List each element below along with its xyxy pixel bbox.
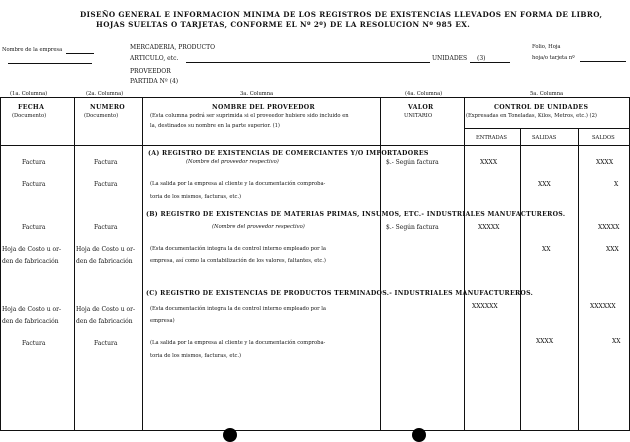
- section-b-sub: (Nombre del proveedor respectivo): [212, 224, 305, 230]
- a-r1-numero: Factura: [94, 159, 118, 166]
- articulo-label: ARTICULO, etc.: [130, 55, 179, 62]
- a-r2-fecha: Factura: [22, 181, 46, 188]
- col-line-5: [520, 128, 521, 430]
- c-r1-fecha-1: Hoja de Costo u or-: [2, 306, 61, 313]
- a-r2-text-1: (La salida por la empresa al cliente y la documentación comproba-: [150, 181, 326, 187]
- units-subheader-border: [464, 128, 630, 129]
- b-r1-entradas: XXXXX: [478, 224, 500, 231]
- a-r1-valor: $.- Según factura: [386, 159, 439, 166]
- unidades-label: UNIDADES: [432, 55, 468, 62]
- c-r1-numero-1: Hoja de Costo u or-: [76, 306, 135, 313]
- c-r1-fecha-2: den de fabricación: [2, 318, 59, 325]
- col-line-3: [380, 97, 381, 430]
- col3-tag: 3a. Columna: [240, 91, 274, 97]
- empresa-line-2: [8, 63, 92, 64]
- c-r1-text-1: (Esta documentación integra la de control interno empleado por la: [150, 306, 326, 312]
- section-a-sub: (Nombre del proveedor respectivo): [186, 159, 279, 165]
- c-r1-saldos: XXXXXX: [590, 303, 616, 310]
- b-r2-fecha-2: den de fabricación: [2, 258, 59, 265]
- c-r1-text-2: empresa): [150, 318, 175, 324]
- title-line-2: HOJAS SUELTAS O TARJETAS, CONFORME EL Nº 2º) DE LA RESOLUCION Nº 985 EX.: [96, 20, 471, 29]
- col3-head: NOMBRE DEL PROVEEDOR: [212, 104, 315, 111]
- col1-tag: (1a. Columna): [10, 91, 48, 97]
- mercaderia-label: MERCADERIA, PRODUCTO: [130, 44, 216, 51]
- b-r2-text-2: empresa, así como la contabilización de los valores, faltantes, etc.): [150, 258, 326, 264]
- a-r2-salidas: XXX: [538, 181, 551, 188]
- a-r2-text-2: toria de los mismos, facturas, etc.): [150, 194, 242, 200]
- col4-head: VALOR: [408, 104, 434, 111]
- empresa-label: Nombre de la empresa: [2, 47, 63, 53]
- entradas-head: ENTRADAS: [476, 135, 507, 141]
- table-bottom-border: [0, 430, 630, 431]
- col-line-2: [142, 97, 143, 430]
- col5-sub: (Expresadas en Toneladas, Kilos, Metros, etc.) (2): [466, 113, 597, 119]
- col5-head: CONTROL DE UNIDADES: [494, 104, 589, 111]
- proveedor-label: PROVEEDOR: [130, 68, 171, 75]
- c-r2-fecha: Factura: [22, 340, 46, 347]
- col2-sub: (Documento): [84, 113, 119, 119]
- a-r2-numero: Factura: [94, 181, 118, 188]
- tarjeta-label: hoja/o tarjeta nº: [532, 55, 575, 61]
- empresa-line: [66, 53, 94, 54]
- table-header-border: [0, 145, 630, 146]
- a-r1-fecha: Factura: [22, 159, 46, 166]
- c-r2-text-2: toria de los mismos, facturas, etc.): [150, 353, 242, 359]
- col3-sub-1: (Esta columna podrá ser suprimida si el proveedor hubiere sido incluido en: [150, 113, 349, 119]
- col-line-0: [0, 97, 1, 430]
- table-top-border: [0, 97, 630, 98]
- c-r2-numero: Factura: [94, 340, 118, 347]
- c-r1-numero-2: den de fabricación: [76, 318, 133, 325]
- col4-tag: (4a. Columna): [405, 91, 443, 97]
- b-r2-salidas: XX: [542, 246, 551, 253]
- col3-sub-2: la, destinados su nombre en la parte superior. (1): [150, 123, 280, 129]
- salidas-head: SALIDAS: [532, 135, 557, 141]
- a-r2-saldos: X: [614, 181, 619, 188]
- col-line-6: [578, 128, 579, 430]
- section-a-heading: (A) REGISTRO DE EXISTENCIAS DE COMERCIANTES Y/O IMPORTADORES: [148, 150, 429, 157]
- c-r1-entradas: XXXXXX: [472, 303, 498, 310]
- unidades-line: [470, 62, 510, 63]
- c-r2-saldos: XX: [612, 338, 621, 345]
- folio-label: Folio, Hoja: [532, 44, 561, 50]
- saldos-head: SALDOS: [592, 135, 615, 141]
- col-line-4: [464, 97, 465, 430]
- col5-tag: 5a. Columna: [530, 91, 564, 97]
- col1-sub: (Documento): [12, 113, 47, 119]
- a-r1-saldos: XXXX: [596, 159, 614, 166]
- title-line-1: DISEÑO GENERAL E INFORMACION MINIMA DE LOS REGISTROS DE EXISTENCIAS LLEVADOS EN FORMA DE LIBRO,: [80, 10, 603, 19]
- col1-head: FECHA: [18, 104, 45, 111]
- section-c-heading: (C) REGISTRO DE EXISTENCIAS DE PRODUCTOS TERMINADOS.- INDUSTRIALES MANUFACTUREROS.: [146, 290, 534, 297]
- b-r2-text-1: (Esta documentación integra la de control interno empleado por la: [150, 246, 326, 252]
- c-r2-salidas: XXXX: [536, 338, 554, 345]
- b-r1-numero: Factura: [94, 224, 118, 231]
- b-r2-saldos: XXX: [606, 246, 619, 253]
- b-r1-fecha: Factura: [22, 224, 46, 231]
- col2-head: NUMERO: [90, 104, 125, 111]
- b-r2-numero-1: Hoja de Costo u or-: [76, 246, 135, 253]
- partida-label: PARTIDA Nº (4): [130, 78, 179, 85]
- articulo-line: [186, 62, 430, 63]
- col2-tag: (2a. Columna): [86, 91, 124, 97]
- b-r2-fecha-1: Hoja de Costo u or-: [2, 246, 61, 253]
- col4-sub: UNITARIO: [404, 113, 433, 119]
- unidades-note: (3): [477, 55, 486, 62]
- a-r1-entradas: XXXX: [480, 159, 498, 166]
- section-b-heading: (B) REGISTRO DE EXISTENCIAS DE MATERIAS PRIMAS, INSUMOS, ETC.- INDUSTRIALES MANUFACTUREROS.: [146, 211, 566, 218]
- b-r1-saldos: XXXXX: [598, 224, 620, 231]
- b-r2-numero-2: den de fabricación: [76, 258, 133, 265]
- tarjeta-line: [580, 61, 626, 62]
- b-r1-valor: $.- Según factura: [386, 224, 439, 231]
- c-r2-text-1: (La salida por la empresa al cliente y la documentación comproba-: [150, 340, 326, 346]
- col-line-1: [74, 97, 75, 430]
